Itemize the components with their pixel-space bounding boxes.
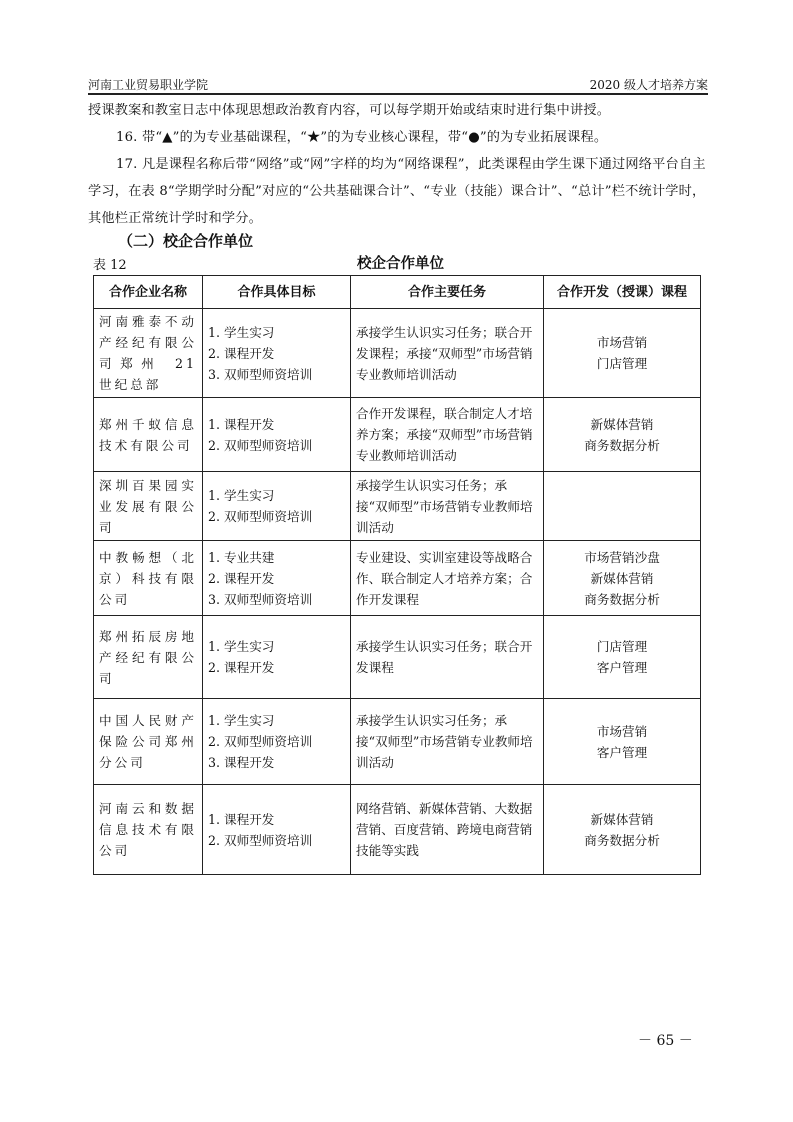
table-header-row [94, 276, 701, 309]
course-item: 市场营销沙盘 [584, 549, 660, 565]
course-item: 新媒体营销 [590, 416, 654, 432]
company-name: 郑州拓辰房地产经纪有限公司 [94, 616, 203, 699]
partner-table [93, 275, 701, 875]
table-row [94, 472, 701, 541]
goal-item: 2. 双师型师资培训 [208, 832, 313, 848]
company-name: 河南雅泰不动产经纪有限公司郑州 21 世纪总部 [94, 309, 203, 398]
goal-item: 1. 学生实习 [208, 488, 275, 503]
goal-item: 3. 课程开发 [208, 755, 275, 770]
course-item: 门店管理 [596, 356, 648, 371]
main-tasks: 合作开发课程，联合制定人才培养方案；承接“双师型”市场营销专业教师培训活动 [351, 398, 544, 472]
column-header: 合作主要任务 [351, 276, 544, 309]
cooperation-goals [203, 472, 351, 541]
goal-item: 1. 学生实习 [208, 713, 275, 728]
course-item: 市场营销 [596, 335, 648, 350]
course-item: 新媒体营销 [590, 570, 654, 586]
main-tasks: 承接学生认识实习任务；联合开发课程；承接“双师型”市场营销专业教师培训活动 [351, 309, 544, 398]
company-name: 深圳百果园实业发展有限公司 [94, 472, 203, 541]
goal-item: 1. 专业共建 [208, 549, 275, 565]
main-tasks: 网络营销、新媒体营销、大数据营销、百度营销、跨境电商营销技能等实践 [351, 785, 544, 875]
developed-courses [544, 616, 701, 699]
company-name: 中国人民财产保险公司郑州分公司 [94, 699, 203, 785]
cooperation-goals [203, 616, 351, 699]
developed-courses [544, 541, 701, 616]
course-item: 客户管理 [596, 744, 648, 760]
main-tasks: 承接学生认识实习任务；承接“双师型”市场营销专业教师培训活动 [351, 699, 544, 785]
company-name: 中教畅想（北京）科技有限公司 [94, 541, 203, 616]
header-document-title: 2020 级人才培养方案 [589, 78, 708, 92]
course-item: 商务数据分析 [584, 832, 660, 848]
course-item: 市场营销 [596, 723, 648, 739]
paragraph-note-16: 16. 带“▲”的为专业基础课程，“★”的为专业核心课程，带“●”的为专业拓展课程。 [116, 130, 608, 145]
goal-item: 2. 课程开发 [208, 660, 275, 675]
goal-item: 1. 学生实习 [208, 324, 275, 340]
goal-item: 2. 双师型师资培训 [208, 734, 313, 749]
goal-item: 3. 双师型师资培训 [208, 366, 313, 382]
course-item: 客户管理 [596, 660, 648, 675]
developed-courses [544, 472, 701, 541]
developed-courses [544, 398, 701, 472]
goal-item: 2. 双师型师资培训 [208, 509, 313, 524]
goal-item: 2. 双师型师资培训 [208, 437, 313, 453]
table-row [94, 616, 701, 699]
course-item: 商务数据分析 [584, 591, 660, 607]
cooperation-goals [203, 785, 351, 875]
table-row [94, 699, 701, 785]
course-item: 新媒体营销 [590, 811, 654, 827]
course-item: 商务数据分析 [584, 437, 660, 453]
goal-item: 2. 课程开发 [208, 345, 275, 361]
main-tasks: 承接学生认识实习任务；联合开发课程 [351, 616, 544, 699]
table-number: 表 12 [93, 258, 127, 273]
table-row [94, 309, 701, 398]
main-tasks: 承接学生认识实习任务；承接“双师型”市场营销专业教师培训活动 [351, 472, 544, 541]
cooperation-goals [203, 309, 351, 398]
header-institution: 河南工业贸易职业学院 [88, 78, 209, 92]
goal-item: 1. 课程开发 [208, 811, 275, 827]
column-header: 合作具体目标 [203, 276, 351, 309]
page-number: － 65 － [638, 1033, 693, 1049]
cooperation-goals [203, 541, 351, 616]
goal-item: 2. 课程开发 [208, 570, 275, 586]
paragraph-continued: 授课教案和教室日志中体现思想政治教育内容，可以每学期开始或结束时进行集中讲授。 [88, 103, 611, 118]
section-heading: （二）校企合作单位 [118, 232, 254, 250]
column-header: 合作企业名称 [94, 276, 203, 309]
column-header: 合作开发（授课）课程 [544, 276, 701, 309]
goal-item: 1. 课程开发 [208, 416, 275, 432]
running-header [88, 73, 708, 95]
company-name: 郑州千蚁信息技术有限公司 [94, 398, 203, 472]
goal-item: 3. 双师型师资培训 [208, 591, 313, 607]
cooperation-goals [203, 699, 351, 785]
main-tasks: 专业建设、实训室建设等战略合作、联合制定人才培养方案；合作开发课程 [351, 541, 544, 616]
table-row [94, 785, 701, 875]
developed-courses [544, 309, 701, 398]
goal-item: 1. 学生实习 [208, 639, 275, 654]
table-row [94, 541, 701, 616]
developed-courses [544, 699, 701, 785]
cooperation-goals [203, 398, 351, 472]
developed-courses [544, 785, 701, 875]
company-name: 河南云和数据信息技术有限公司 [94, 785, 203, 875]
paragraph-note-17: 17. 凡是课程名称后带“网络”或“网”字样的均为“网络课程”，此类课程由学生课下通过网络平台自主学习，在表 8“学期学时分配”对应的“公共基础课合计”、“专业（技能）课合计”、“总计”栏不统计学时，其他栏正常统计学时和学分。 [88, 157, 706, 226]
table-title: 校企合作单位 [357, 256, 444, 272]
table-row [94, 398, 701, 472]
course-item: 门店管理 [596, 639, 648, 654]
